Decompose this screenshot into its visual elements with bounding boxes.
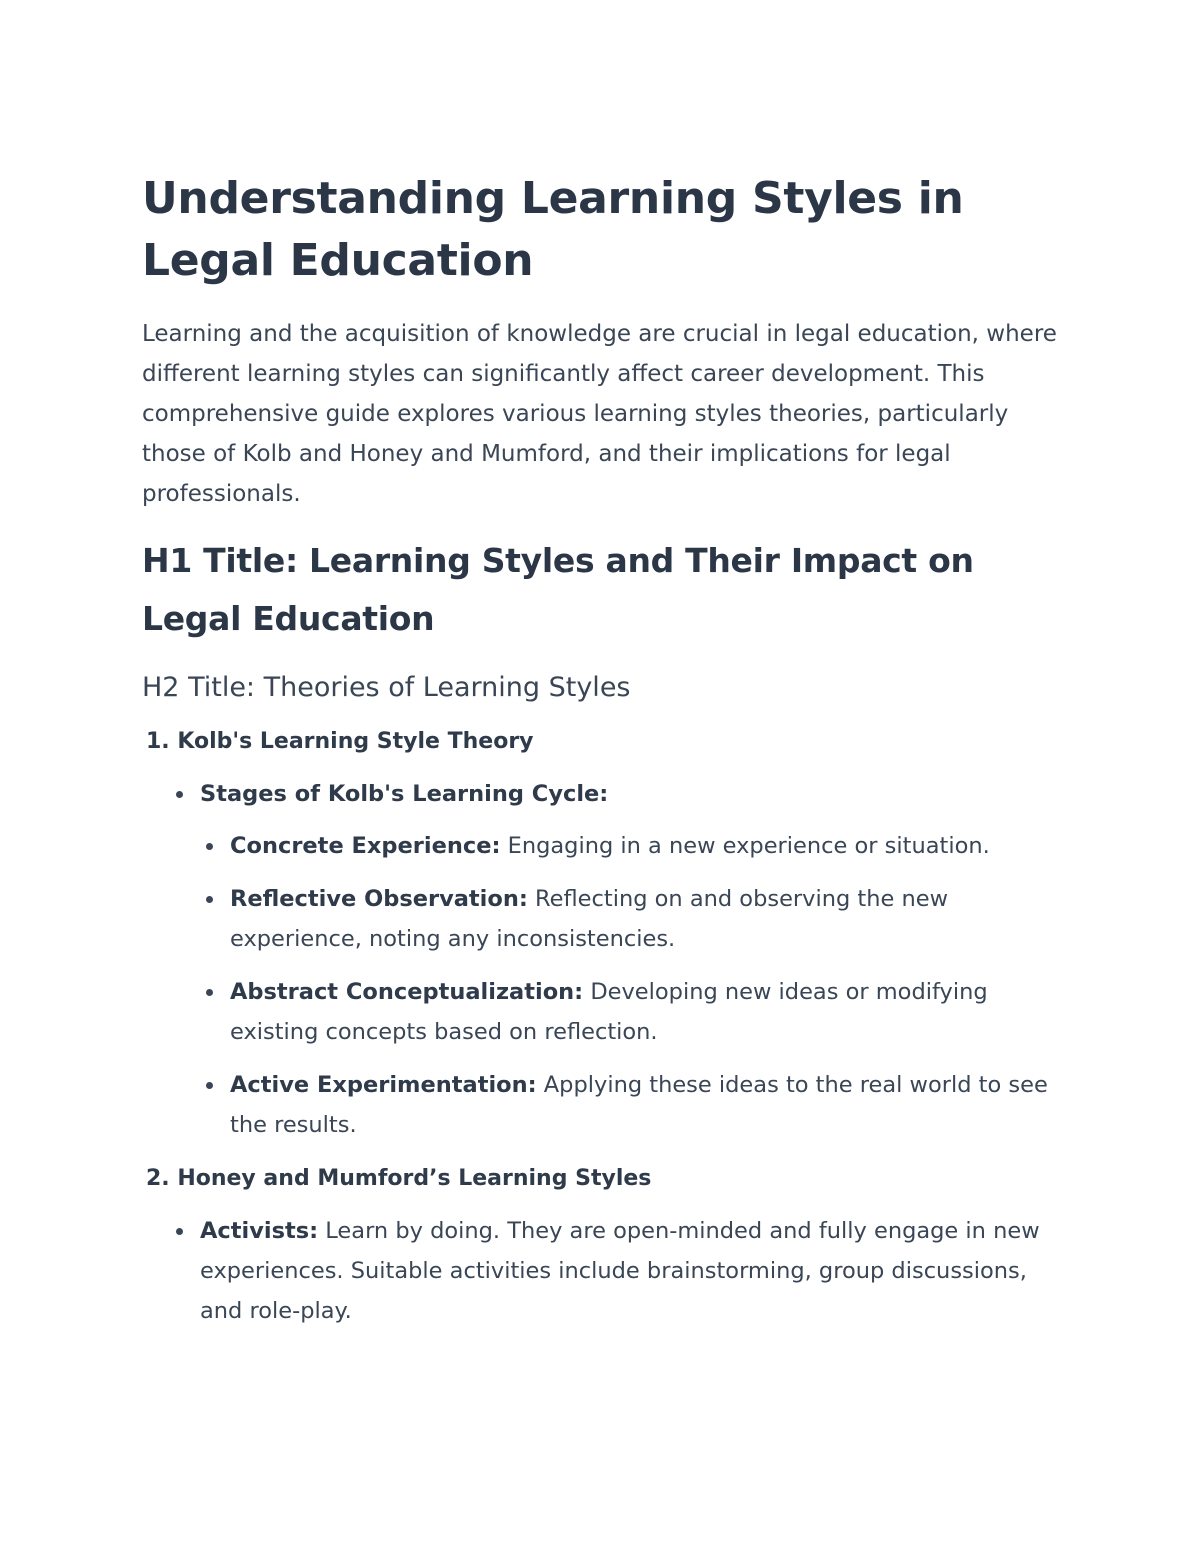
list-item (230, 1065, 1062, 1145)
document-page (142, 168, 1062, 1331)
list-item (230, 879, 1062, 959)
stage-term: Active Experimentation: (230, 1072, 537, 1098)
style-desc: Learn by doing. They are open-minded and fully engage in new experiences. Suitable activities include brainstorming, group discussions, and role-play. (200, 1218, 1040, 1324)
list-item (230, 826, 1062, 866)
list-item (200, 1211, 1062, 1331)
kolb-theory-heading: 1. Kolb's Learning Style Theory (146, 729, 534, 754)
stage-desc: Engaging in a new experience or situation. (500, 833, 990, 859)
document-title: Understanding Learning Styles in Legal Education (142, 173, 964, 286)
stage-term: Reflective Observation: (230, 886, 528, 912)
kolb-list (142, 774, 1062, 1145)
list-item (200, 774, 1062, 1145)
stage-term: Concrete Experience: (230, 833, 501, 859)
kolb-stages-list (200, 826, 1062, 1145)
stage-term: Abstract Conceptualization: (230, 979, 584, 1005)
h2-title-heading: H2 Title: Theories of Learning Styles (142, 672, 631, 703)
stage-desc: Applying these ideas to the real world to see the results. (230, 1072, 1048, 1138)
honey-mumford-heading: 2. Honey and Mumford’s Learning Styles (146, 1166, 652, 1191)
stage-desc: Reflecting on and observing the new experience, noting any inconsistencies. (230, 886, 949, 952)
honey-mumford-list (142, 1211, 1062, 1331)
list-item (230, 972, 1062, 1052)
stage-desc: Developing new ideas or modifying existing concepts based on reflection. (230, 979, 988, 1045)
style-term: Activists: (200, 1218, 319, 1244)
intro-paragraph: Learning and the acquisition of knowledge are crucial in legal education, where different learning styles can significantly affect career development. This comprehensive guide explores various learning styles theories, particularly those of Kolb and Honey and Mumford, and their implications for legal professionals. (142, 321, 1057, 507)
kolb-cycle-subheading: Stages of Kolb's Learning Cycle: (200, 781, 609, 807)
h1-title-heading: H1 Title: Learning Styles and Their Impact on Legal Education (142, 541, 974, 638)
